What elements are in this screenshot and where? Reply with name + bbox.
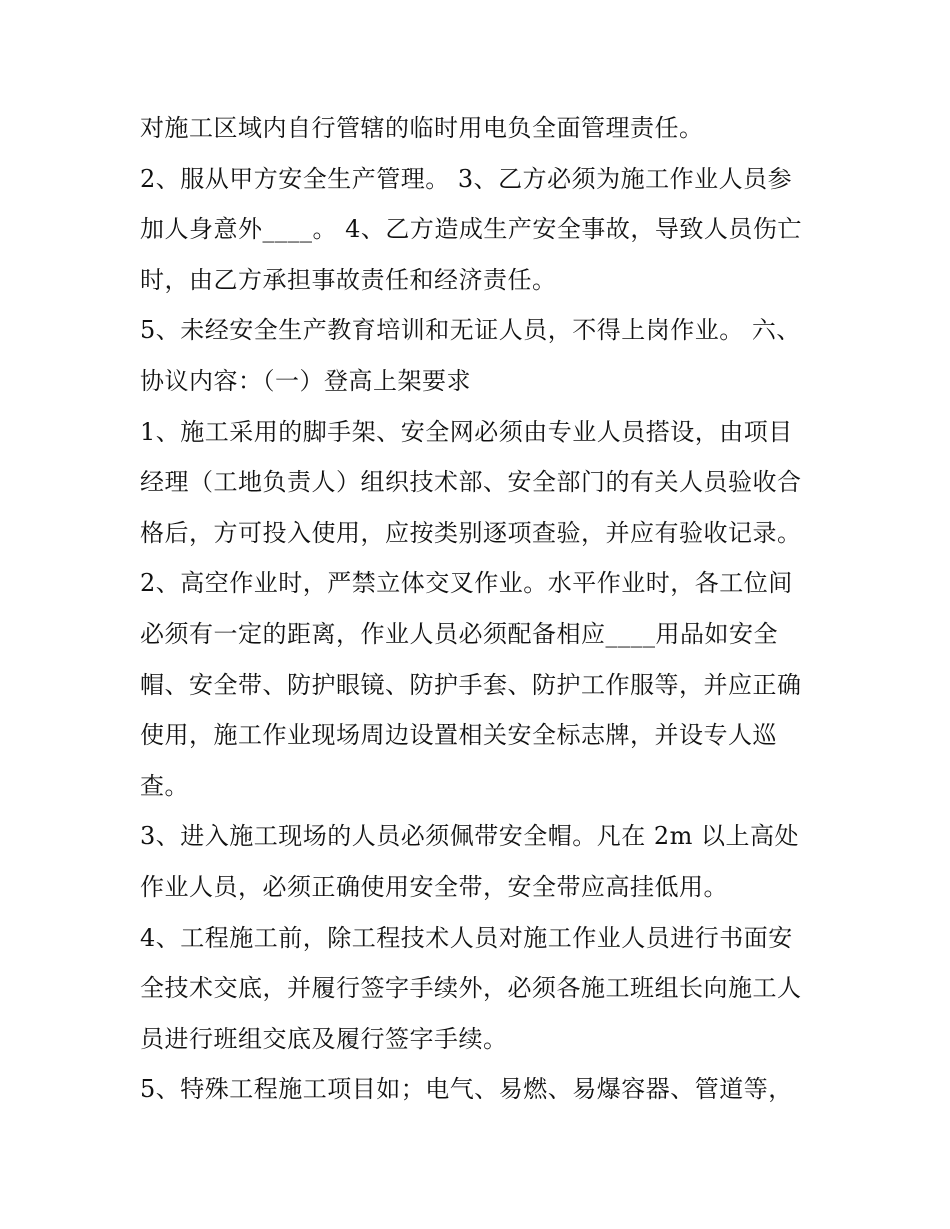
text-line: 2、服从甲方安全生产管理。 3、乙方必须为施工作业人员参	[140, 164, 793, 193]
text-line: 对施工区域内自行管辖的临时用电负全面管理责任。	[140, 114, 704, 142]
text-line: 4、工程施工前，除工程技术人员对施工作业人员进行书面安	[140, 923, 793, 952]
text-line: 5、未经安全生产教育培训和无证人员，不得上岗作业。 六、	[140, 316, 801, 345]
text-line: 员进行班组交底及履行签字手续。	[140, 1024, 508, 1053]
text-line: 2、高空作业时，严禁立体交叉作业。水平作业时，各工位间	[140, 569, 793, 598]
text-line: 经理（工地负责人）组织技术部、安全部门的有关人员验收合	[140, 468, 802, 497]
text-line: 查。	[140, 771, 189, 800]
text-line: 1、施工采用的脚手架、安全网必须由专业人员搭设，由项目	[140, 417, 793, 446]
text-line: 必须有一定的距离，作业人员必须配备相应____用品如安全	[140, 619, 778, 648]
text-line: 帽、安全带、防护眼镜、防护手套、防护工作服等，并应正确	[140, 670, 802, 699]
text-line: 加人身意外____。 4、乙方造成生产安全事故，导致人员伤亡	[140, 215, 802, 244]
text-line: 时，由乙方承担事故责任和经济责任。	[140, 265, 557, 294]
text-line: 5、特殊工程施工项目如；电气、易燃、易爆容器、管道等，	[140, 1075, 793, 1104]
text-line: 作业人员，必须正确使用安全带，安全带应高挂低用。	[140, 872, 728, 901]
text-line: 全技术交底，并履行签字手续外，必须各施工班组长向施工人	[140, 974, 802, 1003]
document-body	[140, 103, 820, 1115]
text-line: 使用，施工作业现场周边设置相关安全标志牌，并设专人巡	[140, 721, 777, 750]
text-line: 协议内容：（一）登高上架要求	[140, 366, 471, 395]
text-line: 3、进入施工现场的人员必须佩带安全帽。凡在 2m 以上高处	[140, 822, 800, 851]
text-line: 格后，方可投入使用，应按类别逐项查验，并应有验收记录。	[140, 518, 802, 547]
